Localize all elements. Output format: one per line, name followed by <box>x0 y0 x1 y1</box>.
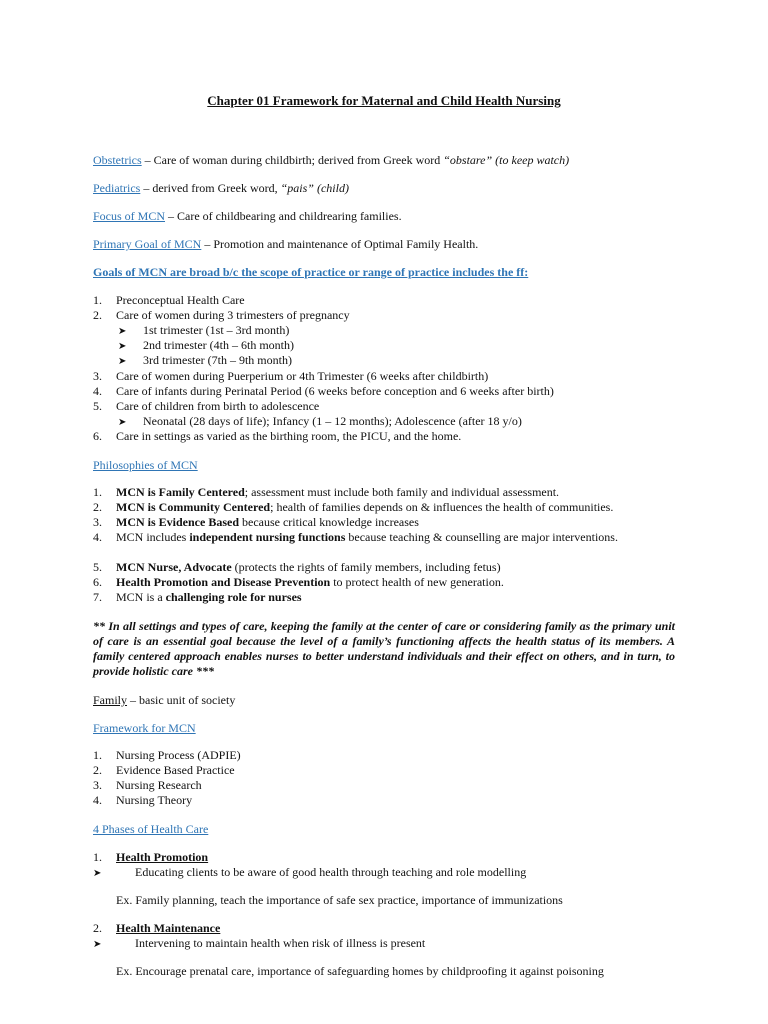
obstetrics-meaning: (to keep watch) <box>492 153 570 167</box>
pediatrics-definition <box>93 181 349 196</box>
arrow-bullet-icon: ➤ <box>93 868 102 879</box>
sub-list-item: ➤ Educating clients to be aware of good health through teaching and role modelling <box>93 865 527 879</box>
goal-term: Primary Goal of MCN <box>93 237 202 251</box>
focus-definition <box>93 209 402 224</box>
sub-list-item: ➤ 1st trimester (1st – 3rd month) <box>118 323 290 337</box>
obstetrics-definition <box>93 153 569 168</box>
philosophies-heading: Philosophies of MCN <box>93 458 198 472</box>
sub-list-item: ➤ 2nd trimester (4th – 6th month) <box>118 338 294 352</box>
document-page: Chapter 01 Framework for Maternal and Child Health Nursing Obstetrics – Care of woman during childbirth; derived from Greek word “obstare” (to keep watch) Pediatrics – derived from Greek word, “pais” (child) Focus of MCN – Care of childbearing and childrearing families. Primary Goal of MCN – Promotion and maintenance of Optimal Family Health. Goals of MCN are broad b/c the scope of practice or range of practice includes the ff: 1. Preconceptual Health Care 2. Care of women during 3 trimesters of pregnancy ➤ 1st trimester (1st – 3rd month) ➤ 2nd trimester (4th – 6th month) ➤ 3rd trimester (7th – 9th month) 3. Care of women during Puerperium or 4th Trimester (6 weeks after childbirth) 4. Care of infants during Perinatal Period (6 weeks before conception and 6 weeks after birth) 5. Care of children from birth to adolescence ➤ Neonatal (28 days of life); Infancy (1 – 12 months); Adolescence (after 18 y/o) 6. Care in settings as varied as the birthing room, the PICU, and the home. Philosophies of MCN 1. MCN is Family Centered; assessment must include both family and individual assessment. 2. MCN is Community Centered; health of families depends on & influences the health of communities. 3. MCN is Evidence Based because critical knowledge increases 4. MCN includes independent nursing functions because teaching & counselling are major interventions. 5. MCN Nurse, Advocate (protects the rights of family members, including fetus) 6. Health Promotion and Disease Prevention to protect health of new generation. 7. MCN is a challenging role for nurses ** In all settings and types of care, keeping the family at the center of care or considering family as the primary unit of care is an essential goal because the level of a family’s functioning affects the health status of its members. A family centered approach enables nurses to better understand individuals and their effect on others, and in turn, to provide holistic care *** Family – basic unit of society Framework for MCN 1. Nursing Process (ADPIE) 2. Evidence Based Practice 3. Nursing Research 4. Nursing Theory 4 Phases of Health Care 1. Health Promotion ➤ Educating clients to be aware of good health through teaching and role modelling Ex. Family planning, teach the importance of safe sex practice, importance of immunizations 2. Health Maintenance ➤ Intervening to maintain health when risk of illness is present Ex. Encourage prenatal care, importance of safeguarding homes by childproofing it against poisoning <box>0 0 768 1024</box>
goals-heading: Goals of MCN are broad b/c the scope of practice or range of practice includes the ff: <box>93 265 529 279</box>
phase-example: Ex. Family planning, teach the importance of safe sex practice, importance of immunizations <box>116 893 563 907</box>
obstetrics-term: Obstetrics <box>93 153 142 167</box>
pediatrics-text: – derived from Greek word, <box>140 181 281 195</box>
pediatrics-word: “pais” (child) <box>280 181 349 195</box>
pediatrics-term: Pediatrics <box>93 181 141 195</box>
goal-text: – Promotion and maintenance of Optimal Family Health. <box>201 237 479 251</box>
family-definition <box>93 693 235 708</box>
phase-example: Ex. Encourage prenatal care, importance of safeguarding homes by childproofing it against poisoning <box>116 964 604 978</box>
obstetrics-word: “obstare” <box>443 153 493 167</box>
obstetrics-text: – Care of woman during childbirth; derived from Greek word <box>141 153 444 167</box>
family-centered-note: ** In all settings and types of care, keeping the family at the center of care or considering family as the primary unit of care is an essential goal because the level of a family’s functioning affects the health status of its members. A family centered approach enables nurses to better understand individuals and their effect on others, and in turn, to provide holistic care *** <box>93 619 675 678</box>
arrow-bullet-icon: ➤ <box>118 341 127 352</box>
sub-list-item: ➤ Neonatal (28 days of life); Infancy (1 – 12 months); Adolescence (after 18 y/o) <box>118 414 522 428</box>
phases-heading: 4 Phases of Health Care <box>93 822 209 836</box>
framework-heading: Framework for MCN <box>93 721 196 735</box>
page-title: Chapter 01 Framework for Maternal and Child Health Nursing <box>207 93 561 108</box>
arrow-bullet-icon: ➤ <box>118 326 127 337</box>
family-term: Family <box>93 693 128 707</box>
family-text: – basic unit of society <box>127 693 236 707</box>
sub-list-item: ➤ Intervening to maintain health when risk of illness is present <box>93 936 426 950</box>
goal-definition <box>93 237 478 252</box>
sub-list-item: ➤ 3rd trimester (7th – 9th month) <box>118 353 292 367</box>
list-item: 4. MCN includes independent nursing functions because teaching & counselling are major interventions. <box>93 530 618 544</box>
arrow-bullet-icon: ➤ <box>118 356 127 367</box>
arrow-bullet-icon: ➤ <box>118 417 127 428</box>
focus-text: – Care of childbearing and childrearing families. <box>165 209 402 223</box>
arrow-bullet-icon: ➤ <box>93 939 102 950</box>
focus-term: Focus of MCN <box>93 209 166 223</box>
